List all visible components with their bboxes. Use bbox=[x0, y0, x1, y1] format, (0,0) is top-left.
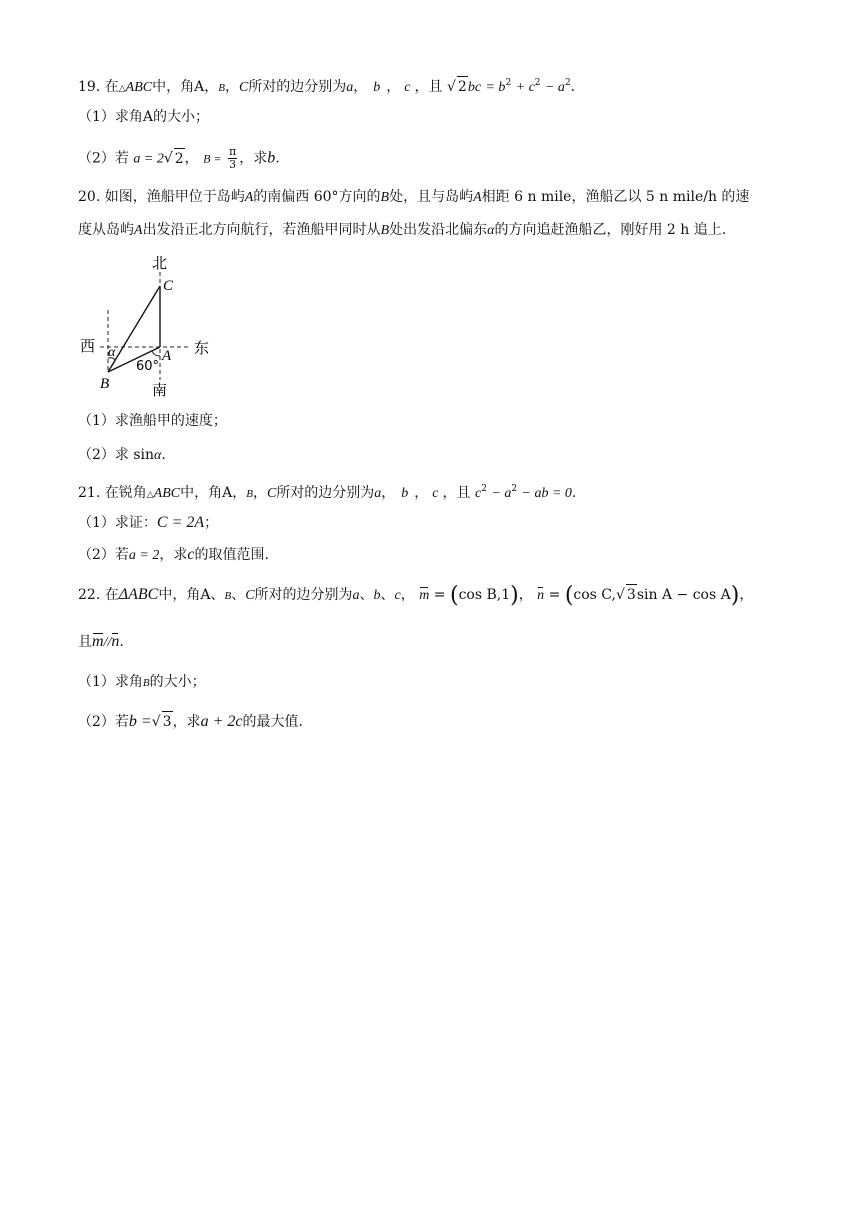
q22-part1: （1）求角B的大小； bbox=[78, 674, 206, 690]
navigation-diagram bbox=[78, 252, 218, 402]
q20-part2: （2）求 sinα. bbox=[78, 447, 166, 463]
q22-part2: （2）若b =√ 3，求a + 2c的最大值. bbox=[78, 713, 303, 730]
q19-number: 19. bbox=[78, 79, 101, 95]
q19-part1: （1）求角A的大小； bbox=[78, 109, 210, 125]
q20-stem-line2: 度从岛屿A出发沿正北方向航行，若渔船甲同时从B处出发沿北偏东α的方向追赶渔船乙，刚好用 2 h 追上. bbox=[78, 222, 727, 238]
label-west: 西 bbox=[80, 337, 96, 355]
label-c: C bbox=[163, 278, 174, 294]
q19-part2: （2）若 a = 2√ 2， B = $\frac{\pi}{3}$ ，求b. bbox=[78, 145, 280, 171]
angle-60-arc bbox=[152, 351, 160, 356]
q21-part1: （1）求证：C = 2A； bbox=[78, 514, 219, 531]
label-60-degree: 60° bbox=[136, 359, 160, 374]
q21-stem: 21. 在锐角△ABC中，角A，B，C所对的边分别为a， b ， c ，且 $c^2 - a^2$ − ab = 0. bbox=[78, 484, 577, 501]
label-east: 东 bbox=[194, 339, 210, 357]
q22-number: 22. bbox=[78, 587, 101, 603]
label-alpha: α bbox=[108, 345, 116, 360]
label-a: A bbox=[162, 348, 172, 364]
q21-number: 21. bbox=[78, 485, 101, 501]
q21-part2: （2）若a = 2，求c的取值范围. bbox=[78, 546, 269, 563]
pi-over-3-fraction: $\frac{\pi}{3}$ bbox=[229, 145, 237, 171]
q22-stem-line2: 且m//n. bbox=[78, 633, 124, 650]
label-b: B bbox=[100, 376, 110, 392]
label-south: 南 bbox=[152, 381, 168, 399]
label-north: 北 bbox=[152, 254, 168, 272]
q20-part1: （1）求渔船甲的速度； bbox=[78, 413, 227, 429]
q22-stem: 22. 在ΔABC中，角A、B、C所对的边分别为a、b、c， m = (cos B,1)， n = (cos C,√ 3sin A − cos A)， bbox=[78, 583, 754, 608]
q19-stem: 19. 在△ABC中，角A，B，C所对的边分别为a， b ， c ，且 √ $2bc = b^2 + c^2 - a^2$. bbox=[78, 78, 576, 95]
q20-stem-line1: 20. 如图，渔船甲位于岛屿A的南偏西 60°方向的B处，且与岛屿A相距 6 n mile，渔船乙以 5 n mile/h 的速 bbox=[78, 189, 750, 205]
